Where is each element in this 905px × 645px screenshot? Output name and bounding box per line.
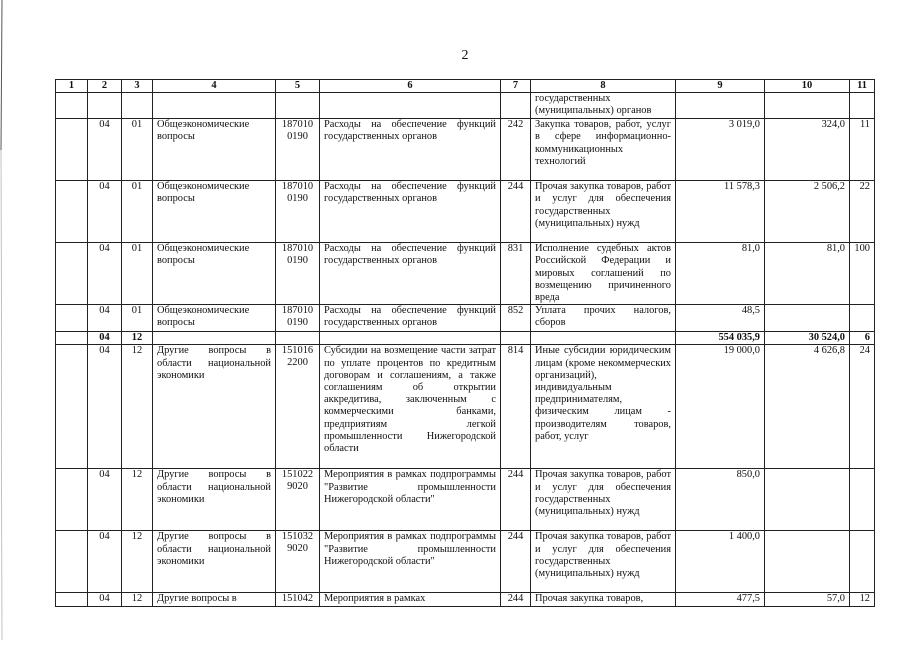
cell-col4: Другие вопросы в области национальной экономики: [153, 345, 276, 469]
target-code-part1: 151022: [281, 469, 314, 481]
cell-col9: 11 578,3: [676, 181, 765, 243]
cell-col8: Прочая закупка товаров, работ и услуг для обеспечения государственных (муниципальных) нужд: [531, 531, 676, 593]
cell-col7: 244: [501, 531, 531, 593]
cell-col10: [765, 305, 850, 332]
cell-col1: [56, 332, 88, 345]
cell-col7: [501, 332, 531, 345]
cell-col4: Другие вопросы в области национальной экономики: [153, 469, 276, 531]
cell-col3: 01: [122, 119, 153, 181]
cell-col11: [850, 305, 875, 332]
cell-col7: 852: [501, 305, 531, 332]
cell-target-code: [276, 243, 320, 305]
target-code-part2: 9020: [287, 543, 308, 555]
cell-target-code: [276, 531, 320, 593]
cell-col7: 814: [501, 345, 531, 469]
table-row: [56, 243, 875, 305]
cell-col4: [153, 332, 276, 345]
target-code-part1: 187010: [281, 119, 314, 131]
cell-col9: 1 400,0: [676, 531, 765, 593]
cell-col9: 850,0: [676, 469, 765, 531]
target-code-part1: 187010: [281, 305, 314, 317]
cell-col8: Иные субсидии юридическим лицам (кроме некоммерческих организаций), индивидуальным предпринимателям, физическим лицам - производителям товаров, работ, услуг: [531, 345, 676, 469]
cell-col4: Общеэкономические вопросы: [153, 305, 276, 332]
cell-col1: [56, 469, 88, 531]
cell-col2: [88, 93, 122, 119]
target-code-part1: 187010: [281, 243, 314, 255]
cell-col2: 04: [88, 243, 122, 305]
target-code-part2: 0190: [287, 131, 308, 143]
target-code-part1: 151032: [281, 531, 314, 543]
table-row: [56, 119, 875, 181]
cell-col6: Расходы на обеспечение функций государственных органов: [320, 243, 501, 305]
table-row: [56, 593, 875, 606]
cell-col9: 19 000,0: [676, 345, 765, 469]
cell-col6: Субсидии на возмещение части затрат по уплате процентов по кредитным договорам и соглашениям, а также соглашениям об открытии аккредитива, заключенным с коммерческими банками, предприятиям легкой промышленности Нижегородской области: [320, 345, 501, 469]
cell-col11: 6: [850, 332, 875, 345]
cell-col4: Общеэкономические вопросы: [153, 243, 276, 305]
cell-col10: 2 506,2: [765, 181, 850, 243]
cell-target-code: [276, 93, 320, 119]
cell-col2: 04: [88, 181, 122, 243]
cell-col7: 244: [501, 181, 531, 243]
cell-target-code: [276, 181, 320, 243]
cell-target-code: [276, 305, 320, 332]
cell-col3: 12: [122, 531, 153, 593]
cell-target-code: [276, 345, 320, 469]
cell-col6: Расходы на обеспечение функций государственных органов: [320, 181, 501, 243]
cell-col4: Другие вопросы в области национальной экономики: [153, 531, 276, 593]
cell-col9: 554 035,9: [676, 332, 765, 345]
cell-col1: [56, 531, 88, 593]
cell-col9: 3 019,0: [676, 119, 765, 181]
cell-col3: 12: [122, 469, 153, 531]
cell-col7: 831: [501, 243, 531, 305]
cell-col6: Расходы на обеспечение функций государственных органов: [320, 119, 501, 181]
target-code-part1: 151042: [281, 593, 314, 605]
column-header-8: 8: [531, 80, 676, 93]
cell-col3: 01: [122, 305, 153, 332]
cell-col4: [153, 93, 276, 119]
column-header-7: 7: [501, 80, 531, 93]
budget-table: [55, 79, 875, 607]
cell-col3: [122, 93, 153, 119]
cell-col9: 477,5: [676, 593, 765, 606]
cell-col3: 12: [122, 345, 153, 469]
cell-col11: [850, 469, 875, 531]
cell-col10: 324,0: [765, 119, 850, 181]
cell-col7: 242: [501, 119, 531, 181]
cell-col1: [56, 119, 88, 181]
table-row: [56, 305, 875, 332]
cell-col6: Мероприятия в рамках: [320, 593, 501, 606]
cell-col3: 01: [122, 181, 153, 243]
target-code-part2: 0190: [287, 317, 308, 329]
cell-col2: 04: [88, 469, 122, 531]
table-row: [56, 93, 875, 119]
cell-col11: 24: [850, 345, 875, 469]
column-header-2: 2: [88, 80, 122, 93]
table-row: [56, 181, 875, 243]
scan-margin-shadow: [0, 0, 6, 640]
target-code-part1: 151016: [281, 345, 314, 357]
cell-col4: Другие вопросы в: [153, 593, 276, 606]
cell-col4: Общеэкономические вопросы: [153, 181, 276, 243]
cell-col9: 48,5: [676, 305, 765, 332]
target-code-part2: 9020: [287, 481, 308, 493]
cell-col3: 01: [122, 243, 153, 305]
table-row: [56, 531, 875, 593]
cell-col2: 04: [88, 119, 122, 181]
cell-col10: 81,0: [765, 243, 850, 305]
column-header-9: 9: [676, 80, 765, 93]
cell-col3: 12: [122, 593, 153, 606]
cell-col11: 22: [850, 181, 875, 243]
cell-col6: [320, 332, 501, 345]
cell-col10: [765, 93, 850, 119]
cell-col1: [56, 181, 88, 243]
table-row: [56, 345, 875, 469]
cell-col10: 4 626,8: [765, 345, 850, 469]
cell-col11: 12: [850, 593, 875, 606]
cell-col1: [56, 93, 88, 119]
table-row: [56, 332, 875, 345]
table-row: [56, 469, 875, 531]
cell-col6: Мероприятия в рамках подпрограммы "Развитие промышленности Нижегородской области": [320, 469, 501, 531]
target-code-part2: 2200: [287, 357, 308, 369]
cell-col10: [765, 469, 850, 531]
cell-target-code: [276, 332, 320, 345]
cell-col1: [56, 345, 88, 469]
column-header-10: 10: [765, 80, 850, 93]
column-header-6: 6: [320, 80, 501, 93]
cell-col11: [850, 93, 875, 119]
target-code-part2: 0190: [287, 193, 308, 205]
cell-col1: [56, 243, 88, 305]
cell-target-code: [276, 469, 320, 531]
column-header-11: 11: [850, 80, 875, 93]
cell-col7: 244: [501, 593, 531, 606]
cell-col10: 57,0: [765, 593, 850, 606]
cell-col2: 04: [88, 531, 122, 593]
cell-col2: 04: [88, 332, 122, 345]
cell-col8: Исполнение судебных актов Российской Федерации и мировых соглашений по возмещению причиненного вреда: [531, 243, 676, 305]
cell-col9: 81,0: [676, 243, 765, 305]
cell-col8: Уплата прочих налогов, сборов: [531, 305, 676, 332]
target-code-part2: 0190: [287, 255, 308, 267]
cell-target-code: [276, 593, 320, 606]
cell-col8: государственных (муниципальных) органов: [531, 93, 676, 119]
table-header-row: [56, 80, 875, 93]
page-number: 2: [461, 48, 469, 63]
cell-col2: 04: [88, 305, 122, 332]
column-header-4: 4: [153, 80, 276, 93]
column-header-1: 1: [56, 80, 88, 93]
cell-col2: 04: [88, 345, 122, 469]
cell-col8: Прочая закупка товаров,: [531, 593, 676, 606]
cell-col4: Общеэкономические вопросы: [153, 119, 276, 181]
cell-col8: Прочая закупка товаров, работ и услуг для обеспечения государственных (муниципальных) нужд: [531, 181, 676, 243]
cell-col1: [56, 593, 88, 606]
cell-col7: 244: [501, 469, 531, 531]
target-code-part1: 187010: [281, 181, 314, 193]
cell-col8: Прочая закупка товаров, работ и услуг для обеспечения государственных (муниципальных) нужд: [531, 469, 676, 531]
cell-target-code: [276, 119, 320, 181]
cell-col11: [850, 531, 875, 593]
cell-col6: Расходы на обеспечение функций государственных органов: [320, 305, 501, 332]
table-body: [56, 93, 875, 606]
cell-col6: [320, 93, 501, 119]
cell-col7: [501, 93, 531, 119]
cell-col8: Закупка товаров, работ, услуг в сфере информационно-коммуникационных технологий: [531, 119, 676, 181]
cell-col11: 11: [850, 119, 875, 181]
cell-col1: [56, 305, 88, 332]
cell-col9: [676, 93, 765, 119]
column-header-5: 5: [276, 80, 320, 93]
cell-col10: 30 524,0: [765, 332, 850, 345]
cell-col6: Мероприятия в рамках подпрограммы "Развитие промышленности Нижегородской области": [320, 531, 501, 593]
cell-col10: [765, 531, 850, 593]
cell-col3: 12: [122, 332, 153, 345]
cell-col2: 04: [88, 593, 122, 606]
column-header-3: 3: [122, 80, 153, 93]
cell-col11: 100: [850, 243, 875, 305]
cell-col8: [531, 332, 676, 345]
